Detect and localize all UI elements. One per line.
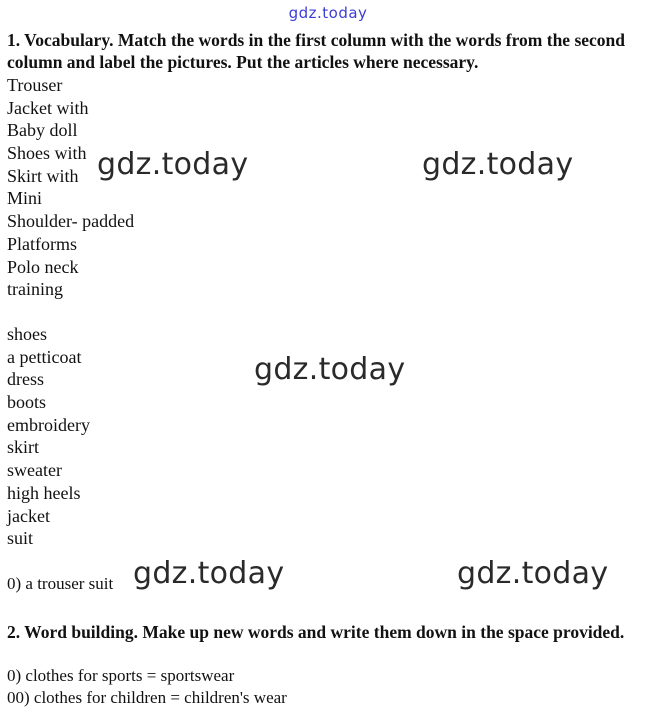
watermark: gdz.today xyxy=(254,352,406,387)
column1-item: Shoulder- padded xyxy=(7,211,135,232)
header-watermark: gdz.today xyxy=(288,4,368,22)
exercise1-title: 1. Vocabulary. Match the words in the first column with the words from the second column and label the pictures. Put the articles where necessary. xyxy=(7,30,626,72)
column1-item: Baby doll xyxy=(7,120,78,141)
column1-list xyxy=(7,74,134,301)
watermark: gdz.today xyxy=(97,147,249,182)
exercise2-line: 00) clothes for children = children's wear xyxy=(7,688,287,707)
column2-item: embroidery xyxy=(7,414,90,435)
exercise2-title: 2. Word building. Make up new words and write them down in the space provided. xyxy=(7,622,625,642)
column1-item: Trouser xyxy=(7,75,63,95)
watermark: gdz.today xyxy=(422,147,574,182)
watermark: gdz.today xyxy=(457,556,609,591)
column2-list xyxy=(7,323,90,550)
column1-item: Skirt with xyxy=(7,165,79,186)
column1-item: Jacket with xyxy=(7,97,89,118)
column2-item: suit xyxy=(7,528,34,549)
column2-item: skirt xyxy=(7,437,40,458)
exercise1-example: 0) a trouser suit xyxy=(7,574,114,593)
column2-item: dress xyxy=(7,369,44,390)
column2-item: boots xyxy=(7,392,47,413)
exercise2-line: 0) clothes for sports = sportswear xyxy=(7,666,235,685)
column2-item: shoes xyxy=(7,324,47,344)
watermark: gdz.today xyxy=(133,556,285,591)
column2-item: jacket xyxy=(7,505,50,526)
column1-item: Mini xyxy=(7,188,43,209)
column1-item: Polo neck xyxy=(7,256,79,277)
column1-item: training xyxy=(7,279,63,300)
column2-item: high heels xyxy=(7,482,81,503)
column1-item: Platforms xyxy=(7,233,77,254)
column2-item: a petticoat xyxy=(7,346,82,367)
column2-item: sweater xyxy=(7,460,62,481)
column1-item: Shoes with xyxy=(7,143,87,164)
